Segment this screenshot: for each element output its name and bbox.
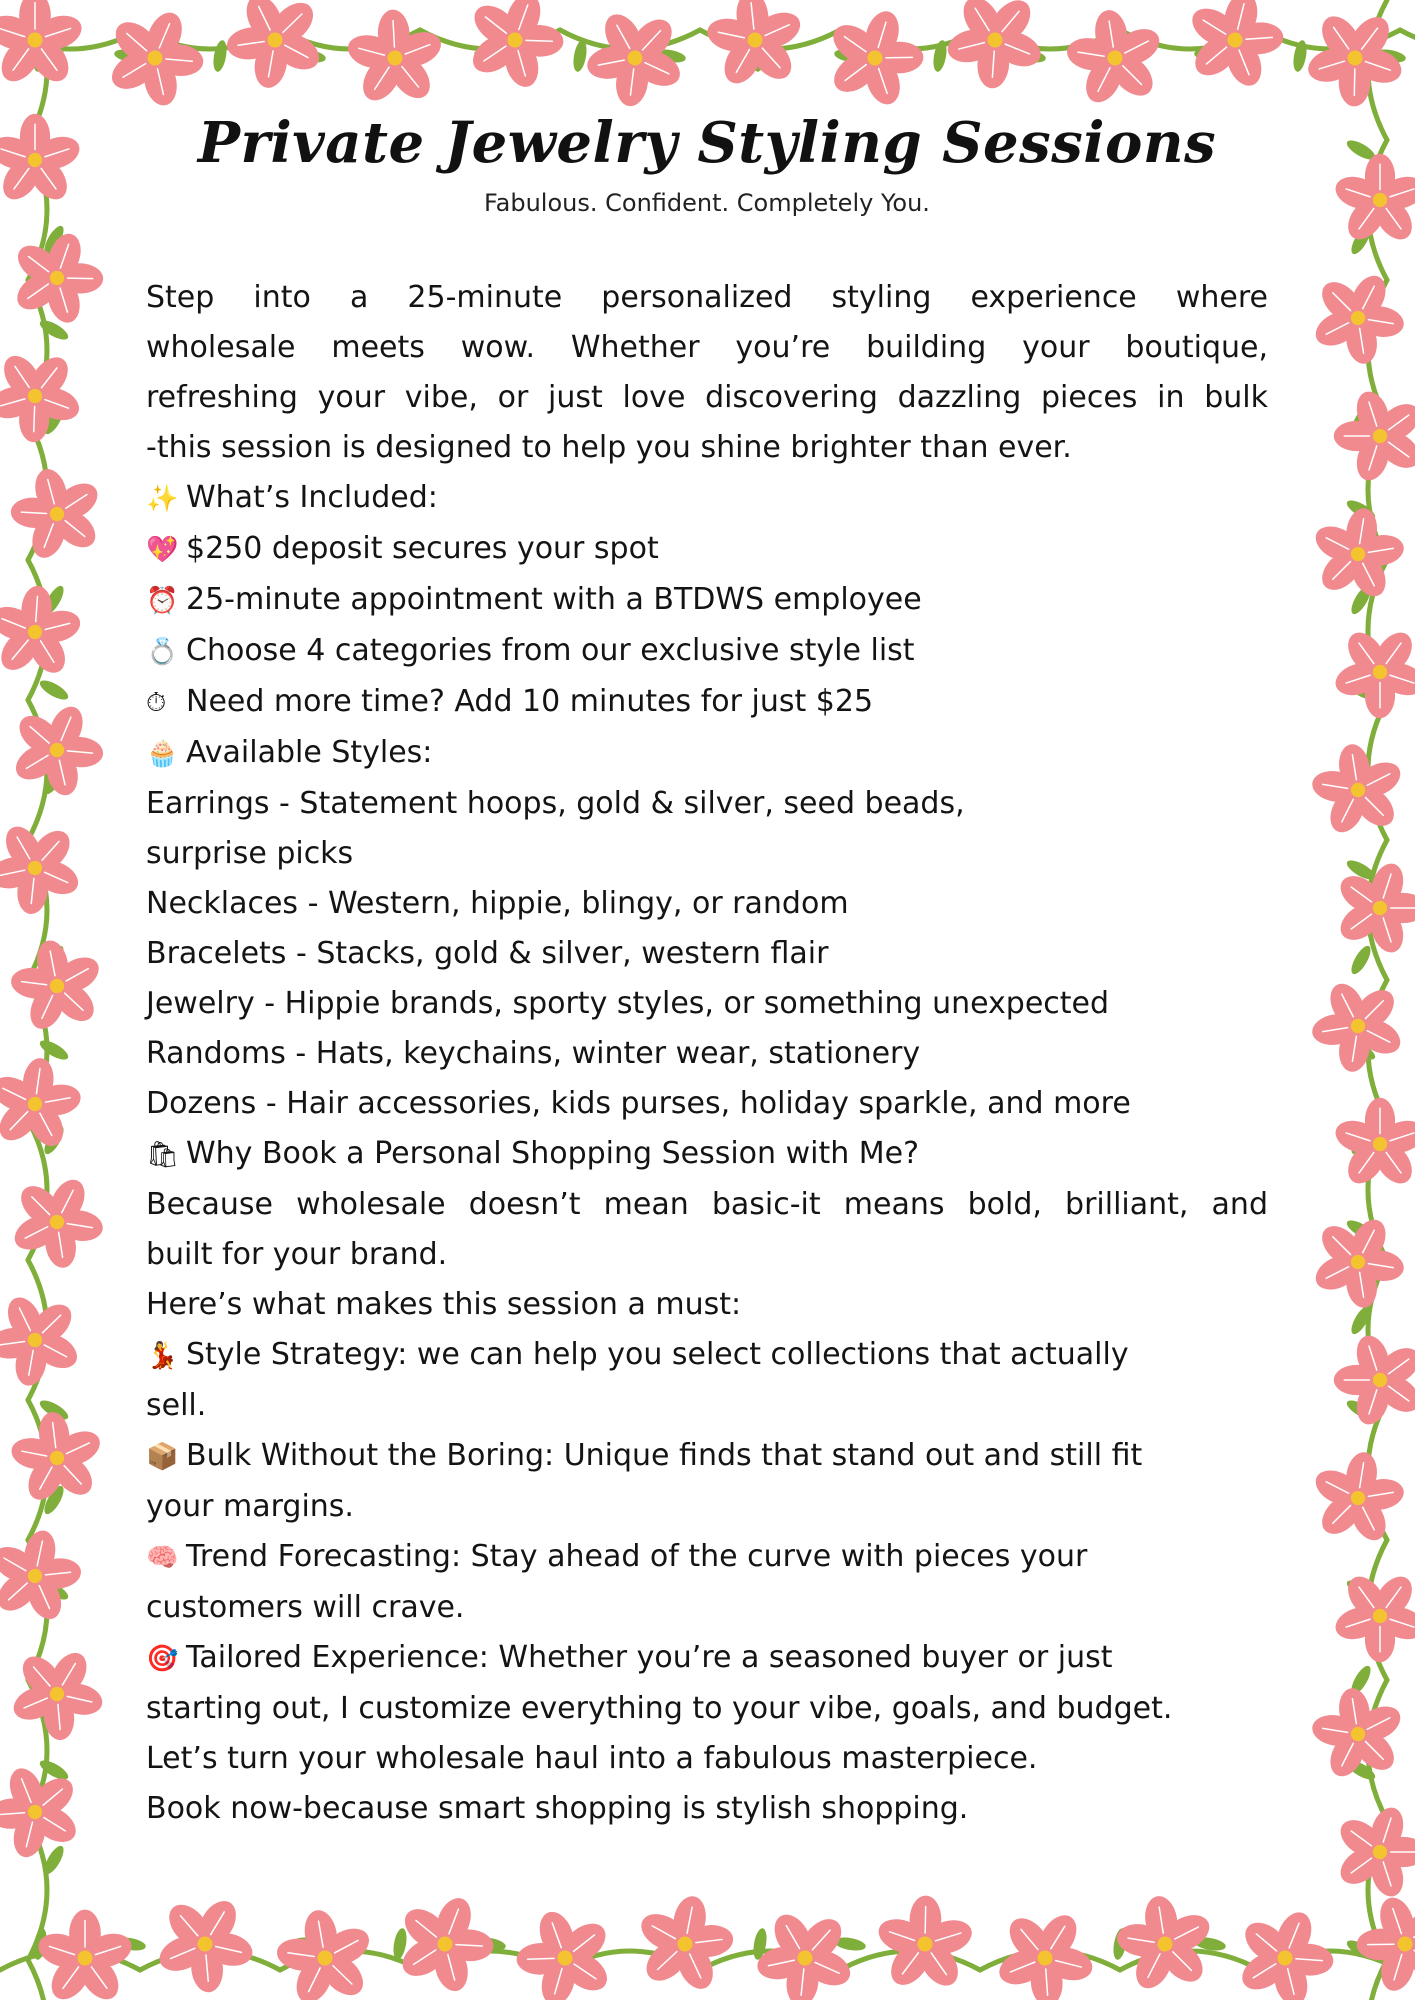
flower bbox=[1294, 255, 1415, 382]
why-point-continuation: your margins. bbox=[146, 1489, 354, 1525]
why-point bbox=[146, 1431, 1268, 1482]
brain-icon: 🧠 bbox=[146, 1543, 179, 1574]
included-item bbox=[146, 575, 1268, 626]
flower bbox=[1305, 499, 1412, 609]
flower bbox=[1314, 1078, 1415, 1210]
style-line: Earrings - Statement hoops, gold & silver, seed beads, bbox=[146, 786, 965, 822]
leaf bbox=[211, 39, 228, 73]
flower bbox=[332, 0, 459, 123]
petal-vein bbox=[526, 40, 552, 41]
style-line: Bracelets - Stacks, gold & silver, western flair bbox=[146, 936, 829, 972]
flower-center bbox=[1373, 193, 1387, 207]
flower bbox=[0, 1509, 102, 1643]
closing-section bbox=[146, 1734, 1268, 1834]
why-body-line: Because wholesale doesn’t mean basic-it means bold, brilliant, and bbox=[146, 1187, 1268, 1223]
flower bbox=[0, 330, 102, 463]
style-line: Necklaces - Western, hippie, blingy, or random bbox=[146, 886, 849, 922]
flower bbox=[1331, 154, 1415, 246]
intro-paragraph bbox=[146, 273, 1268, 473]
why-lead: Here’s what makes this session a must: bbox=[146, 1287, 742, 1323]
stopwatch-icon: ⏱ bbox=[146, 688, 167, 719]
included-heading-text: What’s Included: bbox=[186, 480, 438, 516]
flower bbox=[0, 114, 84, 206]
intro-line: refreshing your vibe, or just love discovering dazzling pieces in bulk bbox=[146, 380, 1268, 416]
flower bbox=[34, 1910, 136, 2000]
flower bbox=[0, 1631, 119, 1757]
flower bbox=[0, 0, 86, 88]
included-item-text: $250 deposit secures your spot bbox=[186, 531, 659, 567]
flower-center bbox=[28, 33, 43, 48]
flower bbox=[1334, 1331, 1415, 1428]
flower bbox=[855, 1875, 995, 2000]
included-section bbox=[146, 473, 1268, 728]
closing-line: Book now-because smart shopping is stylish shopping. bbox=[146, 1791, 969, 1827]
flower bbox=[136, 1876, 273, 2000]
why-point-continuation: customers will crave. bbox=[146, 1590, 465, 1626]
page-content bbox=[146, 110, 1268, 1834]
heart-icon: 💖 bbox=[146, 535, 179, 566]
style-line: Dozens - Hair accessories, kids purses, holiday sparkle, and more bbox=[146, 1086, 1131, 1122]
flower bbox=[1294, 0, 1415, 121]
why-heading bbox=[146, 1129, 1268, 1180]
flower bbox=[1314, 1550, 1415, 1682]
flower bbox=[685, 0, 826, 110]
flower bbox=[7, 698, 108, 803]
style-line: Jewelry - Hippie brands, sporty styles, or something unexpected bbox=[146, 986, 1110, 1022]
package-icon: 📦 bbox=[146, 1442, 179, 1473]
flower bbox=[465, 0, 565, 93]
flower bbox=[941, 0, 1049, 92]
flower-center bbox=[78, 1951, 93, 1966]
styles-heading bbox=[146, 728, 1268, 779]
style-line: Randoms - Hats, keychains, winter wear, stationery bbox=[146, 1036, 921, 1072]
flower bbox=[0, 574, 92, 691]
leaf bbox=[1348, 943, 1374, 977]
flower bbox=[1295, 1198, 1415, 1327]
included-item bbox=[146, 677, 1268, 728]
style-line: surprise picks bbox=[146, 836, 354, 872]
flower bbox=[1291, 723, 1415, 857]
styles-section bbox=[146, 728, 1268, 1129]
closing-line: Let’s turn your wholesale haul into a fabulous masterpiece. bbox=[146, 1741, 1038, 1777]
flower bbox=[0, 919, 124, 1053]
why-point-text: Bulk Without the Boring: Unique finds that stand out and still fit bbox=[186, 1438, 1143, 1474]
leaf bbox=[571, 39, 588, 73]
intro-line: -this session is designed to help you shine brighter than ever. bbox=[146, 430, 1072, 466]
flower bbox=[394, 1891, 496, 1998]
page-title: Private Jewelry Styling Sessions bbox=[197, 110, 1217, 176]
flower bbox=[496, 1889, 633, 2000]
flower bbox=[0, 448, 122, 580]
leaf bbox=[37, 677, 71, 703]
sparkles-icon: ✨ bbox=[146, 484, 179, 515]
flower bbox=[1165, 0, 1305, 110]
included-item bbox=[146, 626, 1268, 677]
flower bbox=[1048, 0, 1183, 124]
flower bbox=[1295, 1434, 1415, 1563]
why-point-text: Trend Forecasting: Stay ahead of the curve with pieces your bbox=[186, 1539, 1088, 1575]
why-body-line: built for your brand. bbox=[146, 1237, 448, 1273]
cupcake-icon: 🧁 bbox=[146, 739, 179, 770]
flower bbox=[2, 1169, 112, 1276]
why-section bbox=[146, 1129, 1268, 1734]
why-point bbox=[146, 1532, 1268, 1583]
flower bbox=[1215, 1888, 1355, 2000]
included-heading bbox=[146, 473, 1268, 524]
dancer-icon: 💃 bbox=[146, 1341, 179, 1372]
target-icon: 🎯 bbox=[146, 1644, 179, 1675]
flower bbox=[258, 1890, 391, 2000]
petal-vein bbox=[34, 406, 35, 431]
alarm-clock-icon: ⏰ bbox=[146, 586, 179, 617]
styles-heading-text: Available Styles: bbox=[186, 735, 433, 771]
flower bbox=[89, 0, 221, 123]
flower bbox=[811, 0, 939, 120]
flower bbox=[1303, 973, 1413, 1080]
why-point-continuation: starting out, I customize everything to your vibe, goals, and budget. bbox=[146, 1691, 1173, 1727]
why-heading-text: Why Book a Personal Shopping Session with Me? bbox=[186, 1136, 920, 1172]
tagline: Fabulous. Confident. Completely You. bbox=[484, 189, 930, 218]
why-point-text: Style Strategy: we can help you select collections that actually bbox=[186, 1337, 1129, 1373]
included-item-text: 25-minute appointment with a BTDWS employee bbox=[186, 582, 922, 618]
included-item-text: Choose 4 categories from our exclusive style list bbox=[186, 633, 915, 669]
why-point-continuation: sell. bbox=[146, 1388, 207, 1424]
why-point bbox=[146, 1330, 1268, 1381]
why-point bbox=[146, 1633, 1268, 1684]
flower-center bbox=[28, 153, 42, 167]
ring-icon: 💍 bbox=[146, 637, 179, 668]
included-item-text: Need more time? Add 10 minutes for just $25 bbox=[186, 684, 874, 720]
flower bbox=[1314, 370, 1415, 503]
included-item bbox=[146, 524, 1268, 575]
intro-line: Step into a 25-minute personalized styling experience where bbox=[146, 280, 1268, 316]
why-point-text: Tailored Experience: Whether you’re a seasoned buyer or just bbox=[186, 1640, 1113, 1676]
flower bbox=[618, 1879, 751, 2000]
flower-center bbox=[1373, 1373, 1387, 1387]
shopping-bags-icon: 🛍 bbox=[146, 1140, 180, 1171]
flower bbox=[981, 1893, 1109, 2000]
flower bbox=[570, 0, 701, 125]
intro-line: wholesale meets wow. Whether you’re building your boutique, bbox=[146, 330, 1268, 366]
petal-vein bbox=[528, 1958, 554, 1959]
